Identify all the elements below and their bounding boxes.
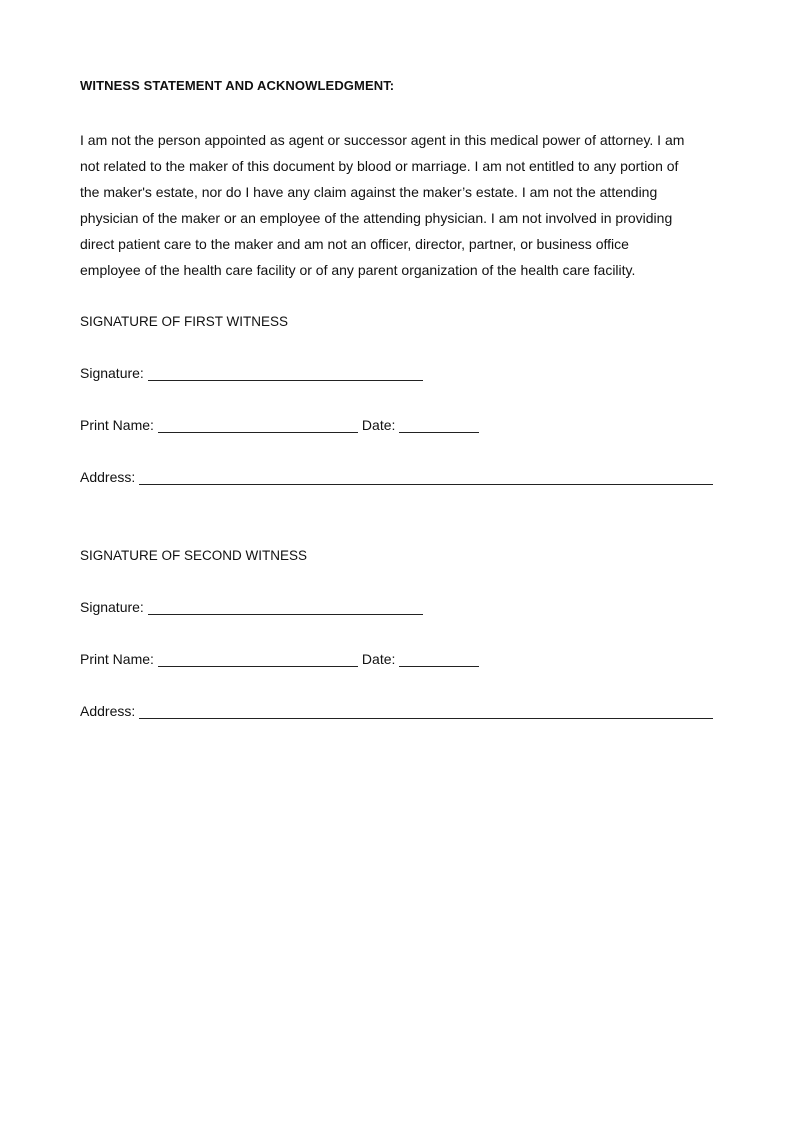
paragraph-line: physician of the maker or an employee of the attending physician. I am not involved in providing: [80, 210, 673, 226]
date-label: Date:: [361, 417, 396, 433]
address-label: Address:: [80, 469, 136, 485]
first-witness-name-date-row: [80, 414, 479, 436]
print-name-label: Print Name:: [80, 651, 154, 667]
second-witness-date-field[interactable]: [399, 650, 479, 667]
first-witness-signature-row: [80, 362, 423, 384]
signature-label: Signature:: [80, 599, 144, 615]
print-name-label: Print Name:: [80, 417, 154, 433]
document-page: [80, 0, 720, 1123]
second-witness-signature-field[interactable]: [148, 598, 423, 615]
first-witness-address-row: [80, 466, 713, 488]
paragraph-line: direct patient care to the maker and am not an officer, director, partner, or business office: [80, 236, 629, 252]
paragraph-line: the maker's estate, nor do I have any claim against the maker’s estate. I am not the attending: [80, 184, 658, 200]
second-witness-signature-row: [80, 596, 423, 618]
date-label: Date:: [361, 651, 396, 667]
first-witness-signature-field[interactable]: [148, 364, 423, 381]
first-witness-address-field[interactable]: [139, 468, 713, 485]
second-witness-name-date-row: [80, 648, 479, 670]
paragraph-line: employee of the health care facility or of any parent organization of the health care facility.: [80, 262, 636, 278]
paragraph-line: I am not the person appointed as agent or successor agent in this medical power of attorney. I am: [80, 132, 685, 148]
first-witness-title: SIGNATURE OF FIRST WITNESS: [80, 314, 289, 329]
signature-label: Signature:: [80, 365, 144, 381]
second-witness-address-row: [80, 700, 713, 722]
first-witness-print-name-field[interactable]: [158, 416, 358, 433]
second-witness-print-name-field[interactable]: [158, 650, 358, 667]
second-witness-title: SIGNATURE OF SECOND WITNESS: [80, 548, 308, 563]
document-heading: WITNESS STATEMENT AND ACKNOWLEDGMENT:: [80, 78, 395, 93]
second-witness-address-field[interactable]: [139, 702, 713, 719]
paragraph-line: not related to the maker of this document by blood or marriage. I am not entitled to any portion of: [80, 158, 679, 174]
address-label: Address:: [80, 703, 136, 719]
witness-statement-paragraph: [80, 127, 720, 283]
first-witness-date-field[interactable]: [399, 416, 479, 433]
